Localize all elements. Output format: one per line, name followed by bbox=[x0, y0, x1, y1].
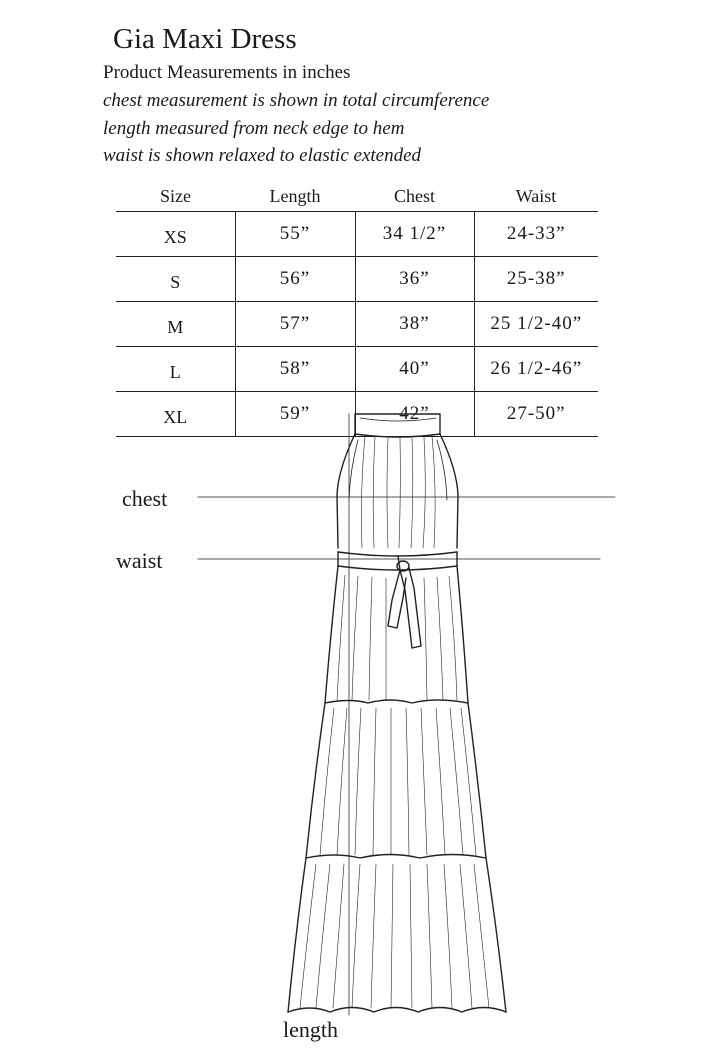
halter-collar bbox=[355, 414, 440, 437]
skirt-tier-middle bbox=[306, 703, 486, 858]
dress-bodice bbox=[337, 434, 458, 548]
chest-note: chest measurement is shown in total circumference bbox=[103, 90, 490, 111]
chest-cell: 34 1/2” bbox=[355, 212, 474, 257]
chest-cell: 40” bbox=[355, 347, 474, 392]
size-cell: M bbox=[116, 302, 235, 347]
waist-cell: 25 1/2-40” bbox=[474, 302, 598, 347]
length-label: length bbox=[283, 1017, 338, 1042]
measurements-subtitle: Product Measurements in inches bbox=[103, 62, 351, 83]
product-title: Gia Maxi Dress bbox=[113, 23, 297, 55]
skirt-tier-bottom bbox=[288, 858, 506, 1012]
chest-cell: 42” bbox=[355, 392, 474, 437]
header-chest: Chest bbox=[355, 181, 474, 212]
length-cell: 56” bbox=[235, 257, 355, 302]
waist-cell: 25-38” bbox=[474, 257, 598, 302]
size-cell: S bbox=[116, 257, 235, 302]
waist-cell: 26 1/2-46” bbox=[474, 347, 598, 392]
length-cell: 57” bbox=[235, 302, 355, 347]
length-cell: 55” bbox=[235, 212, 355, 257]
length-cell: 58” bbox=[235, 347, 355, 392]
waist-cell: 27-50” bbox=[474, 392, 598, 437]
size-cell: XL bbox=[116, 392, 235, 437]
chest-cell: 36” bbox=[355, 257, 474, 302]
header-waist: Waist bbox=[474, 181, 598, 212]
header-length: Length bbox=[235, 181, 355, 212]
waist-label: waist bbox=[116, 548, 163, 573]
size-cell: L bbox=[116, 347, 235, 392]
chest-label: chest bbox=[122, 486, 168, 511]
header-size: Size bbox=[116, 181, 235, 212]
waist-cell: 24-33” bbox=[474, 212, 598, 257]
skirt-tier-top bbox=[325, 566, 468, 703]
length-cell: 59” bbox=[235, 392, 355, 437]
waist-note: waist is shown relaxed to elastic extended bbox=[103, 145, 422, 166]
chest-cell: 38” bbox=[355, 302, 474, 347]
length-note: length measured from neck edge to hem bbox=[103, 118, 405, 139]
size-cell: XS bbox=[116, 212, 235, 257]
waist-tie bbox=[338, 552, 457, 648]
